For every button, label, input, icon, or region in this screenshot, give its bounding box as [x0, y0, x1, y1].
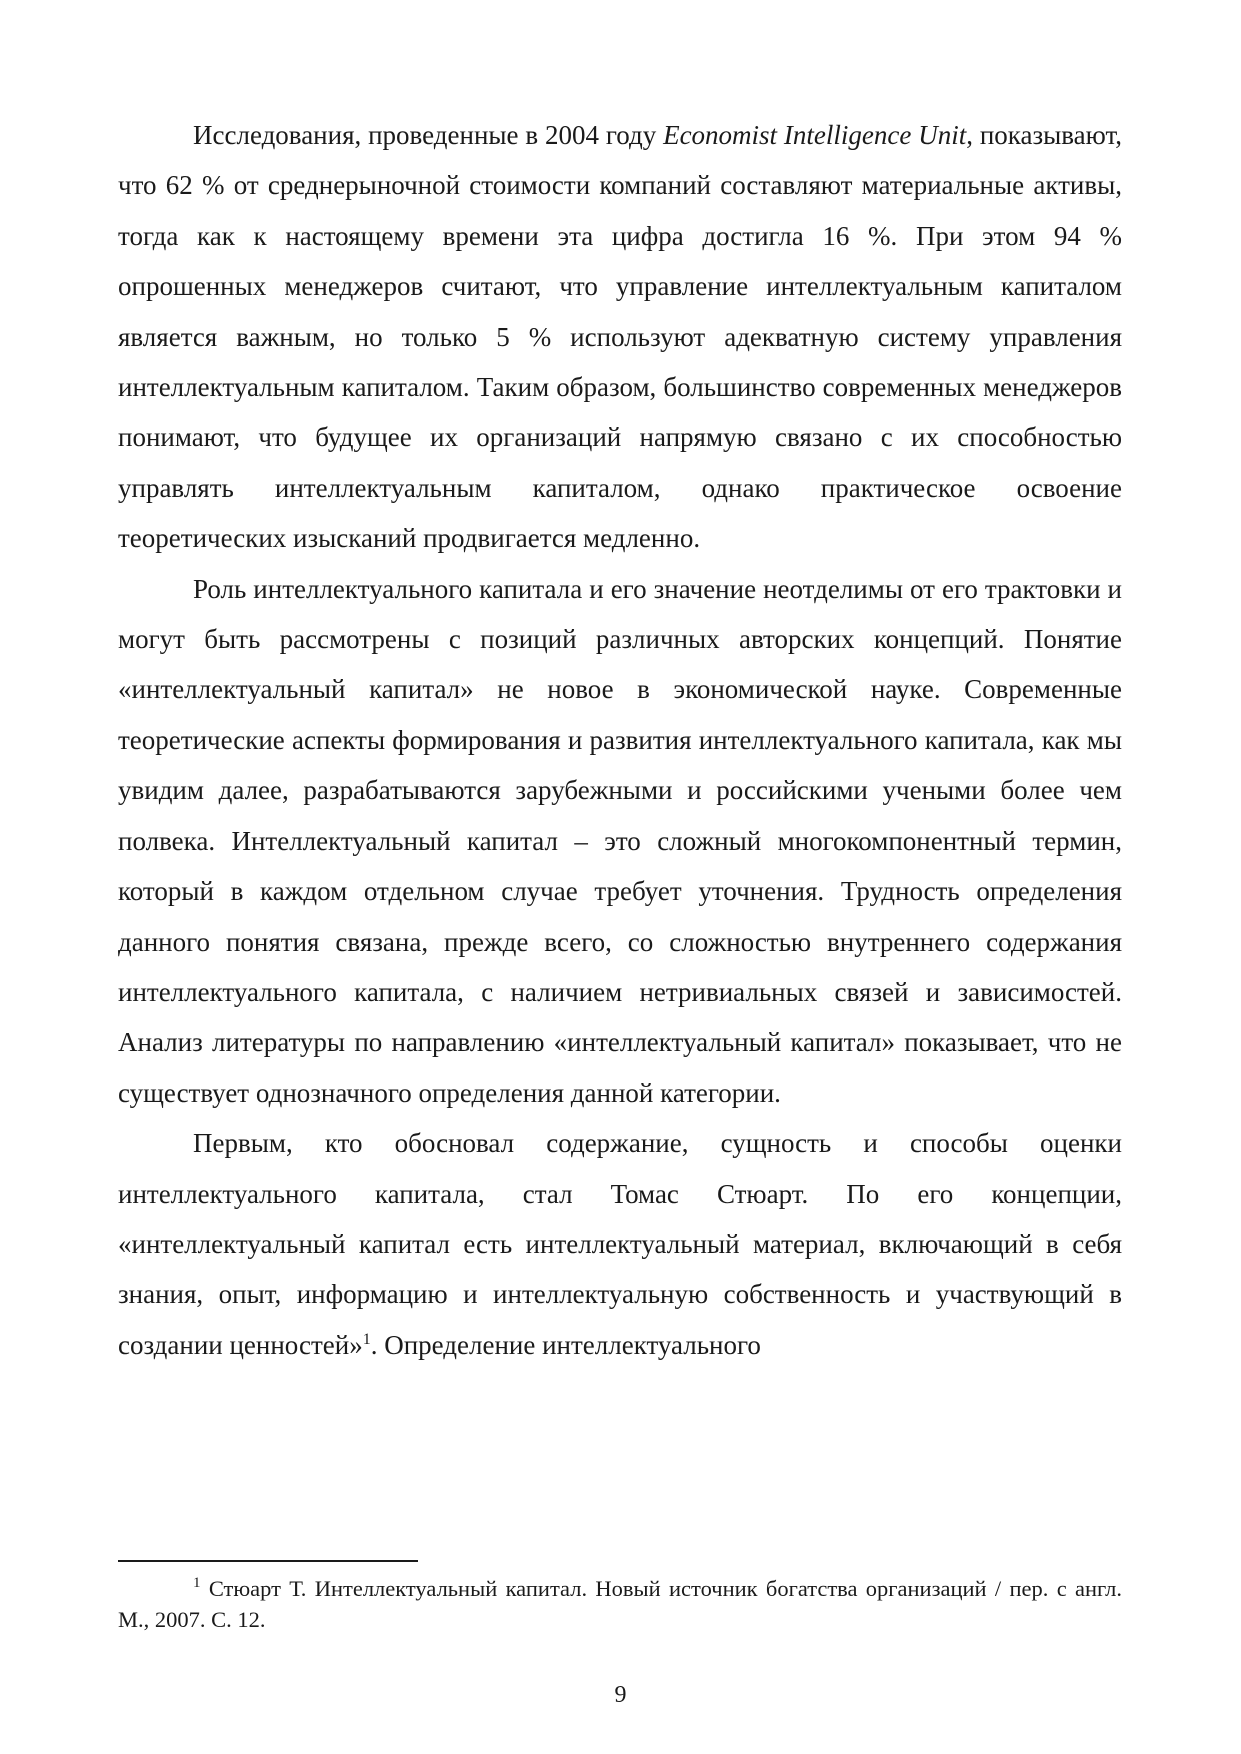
paragraph-2: Роль интеллектуального капитала и его значение неотделимы от его трактовки и могут быть рассмотрены с позиций различных авторских концепций. Понятие «интеллектуальный капитал» не новое в экономической науке. Современные теоретические аспекты формирования и развития интеллектуального капитала, как мы увидим далее, разрабатываются зарубежными и российскими учеными более чем полвека. Интеллектуальный капитал – это сложный многокомпонентный термин, который в каждом отдельном случае требует уточнения. Трудность определения данного понятия связана, прежде всего, со сложностью внутреннего содержания интеллектуального капитала, с наличием нетривиальных связей и зависимостей. Анализ литературы по направлению «интеллектуальный капитал» показывает, что не существует однозначного определения данной категории.: [118, 573, 1122, 1108]
footnote-marker: 1: [193, 1575, 201, 1591]
footnote: [118, 1573, 1122, 1635]
paragraph-1: [118, 110, 1122, 564]
organization-name: Economist Intelligence Unit: [663, 120, 967, 150]
footnote-reference[interactable]: 1: [362, 1330, 371, 1348]
paragraph-3-rest: . Определение интеллектуального: [370, 1329, 761, 1360]
footnote-text: Стюарт Т. Интеллектуальный капитал. Новый источник богатства организаций / пер. с англ. М., 2007. С. 12.: [118, 1576, 1122, 1632]
paragraph-3-start: Первым, кто обосновал содержание, сущность и способы оценки интеллектуального капитала, стал Томас Стюарт. По его концепции, «интеллектуальный капитал есть интеллектуальный материал, включающий в себя знания, опыт, информацию и интеллектуальную собственность и участвующий в создании ценностей»: [118, 1128, 1122, 1360]
paragraph-3: [118, 1118, 1122, 1370]
paragraph-1-start: Исследования, проведенные в 2004 году: [193, 120, 664, 150]
paragraph-1-rest: , показывают, что 62 % от среднерыночной стоимости компаний составляют материальные активы, тогда как к настоящему времени эта цифра достигла 16 %. При этом 94 % опрошенных менеджеров считают, что управление интеллектуальным капиталом является важным, но только 5 % используют адекватную систему управления интеллектуальным капиталом. Таким образом, большинство современных менеджеров понимают, что будущее их организаций напрямую связано с их способностью управлять интеллектуальным капиталом, однако практическое освоение теоретических изысканий продвигается медленно.: [118, 120, 1122, 554]
body-text: [118, 110, 1122, 1370]
page-number: 9: [614, 1682, 627, 1708]
footnote-separator: [118, 1560, 418, 1562]
